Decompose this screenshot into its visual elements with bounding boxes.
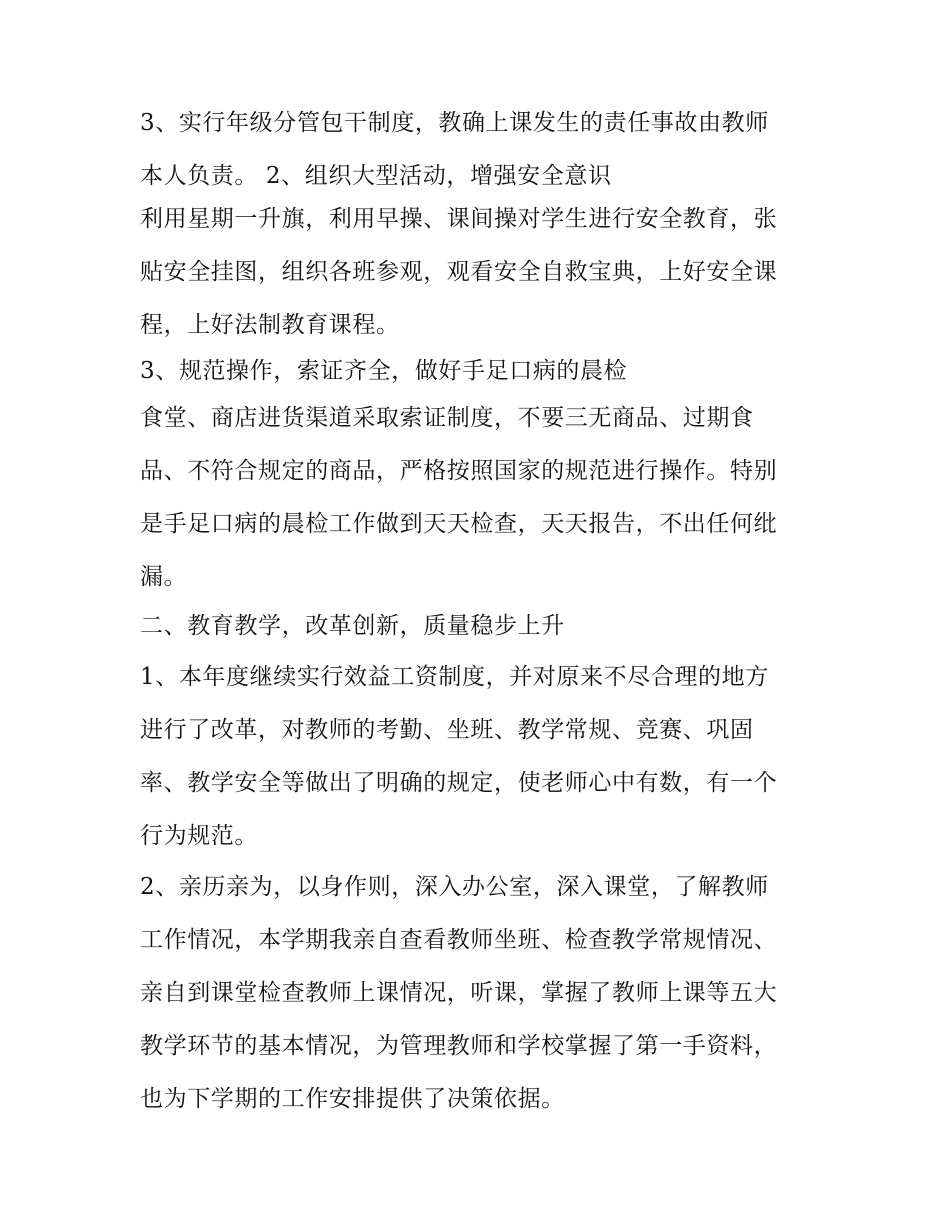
text-line: 漏。 xyxy=(140,564,188,590)
text-line: 2、亲历亲为，以身作则，深入办公室，深入课堂，了解教师 xyxy=(140,874,769,900)
text-line: 教学环节的基本情况，为管理教师和学校掌握了第一手资料， xyxy=(140,1033,778,1059)
text-line: 是手足口病的晨检工作做到天天检查，天天报告，不出任何纰 xyxy=(140,511,778,537)
text-line: 食堂、商店进货渠道采取索证制度，不要三无商品、过期食 xyxy=(140,405,754,431)
text-line: 程，上好法制教育课程。 xyxy=(140,312,400,338)
text-line: 行为规范。 xyxy=(140,823,258,849)
text-line: 1、本年度继续实行效益工资制度，并对原来不尽合理的地方 xyxy=(140,664,769,690)
text-line: 本人负责。 2、组织大型活动，增强安全意识 xyxy=(140,163,612,189)
text-line: 利用星期一升旗，利用早操、课间操对学生进行安全教育，张 xyxy=(140,206,778,232)
text-line: 工作情况，本学期我亲自查看教师坐班、检查教学常规情况、 xyxy=(140,927,778,953)
text-line: 品、不符合规定的商品，严格按照国家的规范进行操作。特别 xyxy=(140,458,778,484)
section-heading: 二、教育教学，改革创新，质量稳步上升 xyxy=(140,613,565,639)
document-body xyxy=(140,110,820,1112)
text-line: 亲自到课堂检查教师上课情况，听课，掌握了教师上课等五大 xyxy=(140,980,778,1006)
text-line: 贴安全挂图，组织各班参观，观看安全自救宝典，上好安全课 xyxy=(140,259,778,285)
text-line: 也为下学期的工作安排提供了决策依据。 xyxy=(140,1086,565,1112)
text-line: 进行了改革，对教师的考勤、坐班、教学常规、竞赛、巩固 xyxy=(140,717,754,743)
section-heading: 3、规范操作，索证齐全，做好手足口病的晨检 xyxy=(140,358,628,384)
text-line: 3、实行年级分管包干制度，教确上课发生的责任事故由教师 xyxy=(140,110,769,136)
text-line: 率、教学安全等做出了明确的规定，使老师心中有数，有一个 xyxy=(140,770,778,796)
